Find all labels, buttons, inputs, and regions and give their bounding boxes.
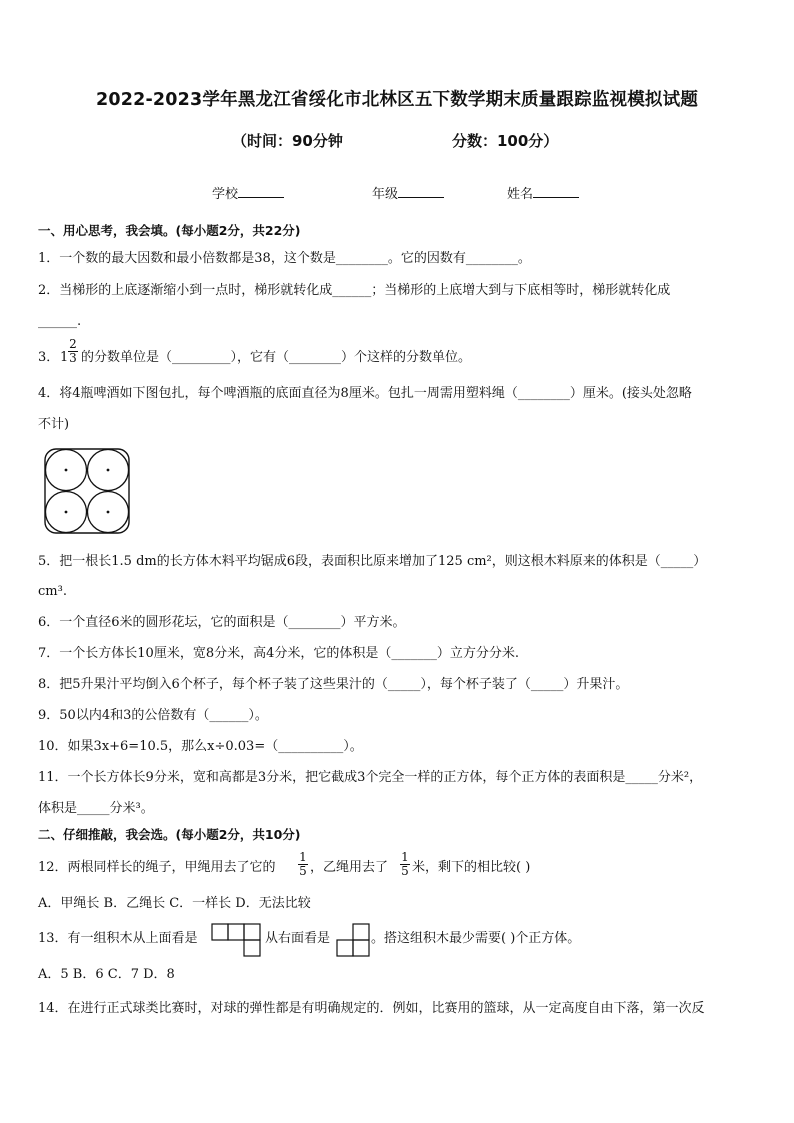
- question-9: 9．50以内4和3的公倍数有（______）。: [38, 708, 268, 723]
- question-13-part3: 。搭这组积木最少需要( )个正方体。: [371, 931, 581, 946]
- name-label: 姓名: [507, 187, 534, 202]
- question-3-fraction: [68, 338, 78, 365]
- school-blank[interactable]: [238, 185, 284, 198]
- question-12-part3: 米，剩下的相比较( ): [412, 860, 531, 875]
- fraction-numerator: 2: [69, 337, 77, 351]
- fraction-numerator: 1: [401, 850, 409, 864]
- grade-field[interactable]: [372, 183, 444, 202]
- question-1: 1．一个数的最大因数和最小倍数都是38，这个数是________。它的因数有________。: [38, 251, 531, 266]
- grade-label: 年级: [372, 187, 399, 202]
- question-13-part1: 13．有一组积木从上面看是: [38, 931, 198, 946]
- top-view-icon: [211, 923, 263, 957]
- question-12-part2: ，乙绳用去了: [310, 860, 389, 875]
- question-3-text: 的分数单位是（_________），它有（________）个这样的分数单位。: [81, 350, 472, 365]
- question-7: 7．一个长方体长10厘米，宽8分米，高4分米，它的体积是（_______）立方分分米.: [38, 646, 519, 661]
- section2-heading: 二、仔细推敲，我会选。(每小题2分，共10分): [38, 827, 301, 842]
- question-3-number: 3．: [38, 350, 60, 365]
- fraction-numerator: 1: [299, 850, 307, 864]
- fraction-denominator: 3: [69, 351, 77, 365]
- question-3-whole: 1: [60, 350, 69, 365]
- question-5-line2: cm³.: [38, 584, 67, 599]
- name-field[interactable]: [507, 183, 579, 202]
- name-blank[interactable]: [533, 185, 579, 198]
- beer-bottles-diagram: [43, 447, 131, 535]
- question-5-line1: 5．把一根长1.5 dm的长方体木料平均锯成6段，表面积比原来增加了125 cm²，则这根木料原来的体积是（_____）: [38, 554, 707, 569]
- exam-time: （时间：90分钟: [232, 132, 343, 150]
- question-4-line2: 不计): [38, 417, 70, 432]
- question-2-line2: ______.: [38, 314, 82, 329]
- fraction-denominator: 5: [299, 864, 307, 878]
- school-label: 学校: [212, 187, 239, 202]
- question-12-options: A．甲绳长 B．乙绳长 C．一样长 D．无法比较: [38, 896, 311, 911]
- question-13-options: A．5 B．6 C．7 D．8: [38, 967, 175, 982]
- question-14: 14．在进行正式球类比赛时，对球的弹性都是有明确规定的．例如，比赛用的篮球，从一定高度自由下落，第一次反: [38, 1001, 705, 1016]
- page-title: 2022-2023学年黑龙江省绥化市北林区五下数学期末质量跟踪监视模拟试题: [95, 90, 699, 110]
- question-13-part2: 从右面看是: [265, 931, 331, 946]
- question-11-line2: 体积是_____分米³。: [38, 801, 154, 816]
- question-11-line1: 11．一个长方体长9分米，宽和高都是3分米，把它截成3个完全一样的正方体，每个正方体的表面积是_____分米²，: [38, 770, 703, 785]
- fraction-denominator: 5: [401, 864, 409, 878]
- grade-blank[interactable]: [398, 185, 444, 198]
- question-6: 6．一个直径6米的圆形花坛，它的面积是（________）平方米。: [38, 615, 406, 630]
- question-12-part1: 12．两根同样长的绳子，甲绳用去了它的: [38, 860, 276, 875]
- question-2-line1: 2．当梯形的上底逐渐缩小到一点时，梯形就转化成______；当梯形的上底增大到与下底相等时，梯形就转化成: [38, 283, 671, 298]
- question-10: 10．如果3x+6=10.5，那么x÷0.03=（__________）。: [38, 739, 363, 754]
- exam-score: 分数：100分）: [452, 132, 559, 150]
- question-8: 8．把5升果汁平均倒入6个杯子，每个杯子装了这些果汁的（_____），每个杯子装了（_____）升果汁。: [38, 677, 629, 692]
- section1-heading: 一、用心思考，我会填。(每小题2分，共22分): [38, 223, 301, 238]
- question-12-fraction-2: [400, 851, 410, 878]
- right-view-icon: [336, 923, 372, 957]
- question-12-fraction-1: [298, 851, 308, 878]
- school-field[interactable]: [212, 183, 284, 202]
- question-4-line1: 4．将4瓶啤酒如下图包扎，每个啤酒瓶的底面直径为8厘米。包扎一周需用塑料绳（________）厘米。(接头处忽略: [38, 386, 692, 401]
